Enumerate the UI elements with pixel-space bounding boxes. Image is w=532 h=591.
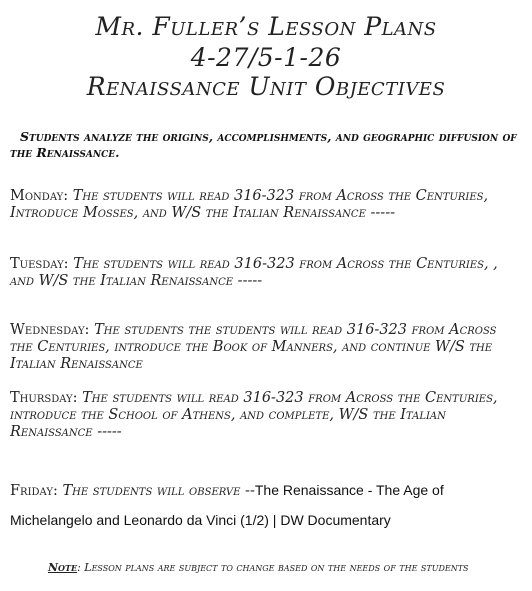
- footer-note: [10, 561, 522, 574]
- unit-title: Renaissance Unit Objectives: [86, 72, 446, 101]
- learning-standard: Students analyze the origins, accomplishments, and geographic diffusion of the Renaissance.: [10, 129, 517, 160]
- note-label: Note: [48, 561, 78, 574]
- documentary-title-line2: Michelangelo and Leonardo da Vinci (1/2) | DW Documentary: [10, 512, 391, 528]
- page-title: Mr. Fuller’s Lesson Plans: [95, 12, 437, 41]
- monday-plan: [10, 188, 522, 222]
- tuesday-label: Tuesday:: [10, 256, 69, 272]
- friday-text: The students will observe --: [62, 483, 255, 499]
- thursday-text: The students will read 316-323 from Across the Centuries, introduce the School of Athens, and complete, W/S the Italian Renaissance -----: [10, 390, 498, 440]
- thursday-plan: [10, 390, 522, 441]
- documentary-title-line1: The Renaissance - The Age of: [254, 482, 444, 498]
- tuesday-plan: [10, 256, 522, 290]
- thursday-label: Thursday:: [10, 390, 78, 406]
- wednesday-label: Wednesday:: [10, 322, 90, 338]
- friday-plan: [10, 482, 525, 528]
- note-text: : Lesson plans are subject to change based on the needs of the students: [77, 561, 469, 574]
- tuesday-text: The students will read 316-323 from Across the Centuries, , and W/S the Italian Renaissance -----: [10, 256, 498, 289]
- wednesday-plan: [10, 322, 522, 373]
- friday-label: Friday:: [10, 483, 58, 499]
- date-range: 4-27/5-1-26: [190, 43, 342, 72]
- monday-label: Monday:: [10, 188, 69, 204]
- wednesday-text: The students the students will read 316-323 from Across the Centuries, introduce the Book of Manners, and continue W/S the Italian Renaissance: [10, 322, 497, 372]
- monday-text: The students will read 316-323 from Across the Centuries, Introduce Mosses, and W/S the Italian Renaissance -----: [10, 188, 489, 221]
